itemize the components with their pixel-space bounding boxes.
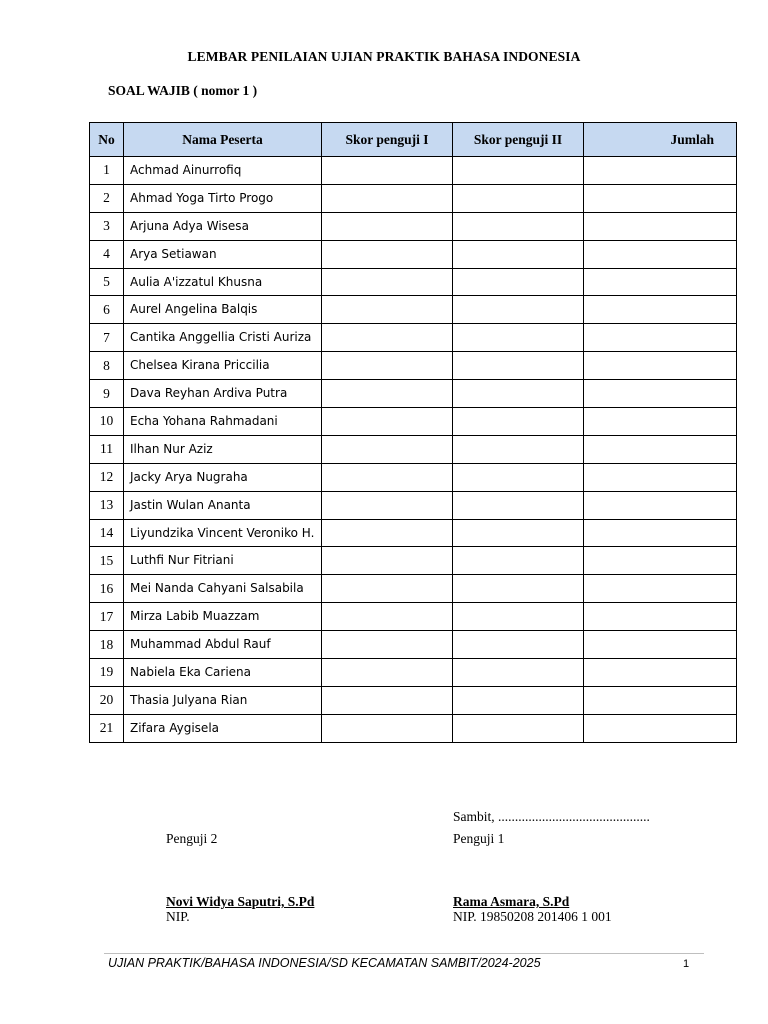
jumlah-cell[interactable] xyxy=(584,603,737,631)
skor-penguji-2-cell[interactable] xyxy=(453,212,584,240)
skor-penguji-2-cell[interactable] xyxy=(453,352,584,380)
table-row xyxy=(90,714,737,742)
penguji-1-nip: NIP. 19850208 201406 1 001 xyxy=(453,909,612,924)
participant-name: Arya Setiawan xyxy=(124,240,322,268)
header-jumlah: Jumlah xyxy=(584,123,737,157)
skor-penguji-1-cell[interactable] xyxy=(322,714,453,742)
jumlah-cell[interactable] xyxy=(584,380,737,408)
skor-penguji-2-cell[interactable] xyxy=(453,575,584,603)
skor-penguji-2-cell[interactable] xyxy=(453,463,584,491)
table-row xyxy=(90,352,737,380)
participant-name: Ilhan Nur Aziz xyxy=(124,435,322,463)
skor-penguji-2-cell[interactable] xyxy=(453,380,584,408)
table-row xyxy=(90,519,737,547)
penguji-2-label: Penguji 2 xyxy=(166,831,218,846)
skor-penguji-1-cell[interactable] xyxy=(322,268,453,296)
participant-name: Luthfi Nur Fitriani xyxy=(124,547,322,575)
table-row xyxy=(90,268,737,296)
row-number: 16 xyxy=(90,575,124,603)
table-row xyxy=(90,659,737,687)
table-row xyxy=(90,575,737,603)
table-row xyxy=(90,380,737,408)
skor-penguji-1-cell[interactable] xyxy=(322,575,453,603)
row-number: 20 xyxy=(90,686,124,714)
participant-name: Chelsea Kirana Priccilia xyxy=(124,352,322,380)
header-no: No xyxy=(90,123,124,157)
row-number: 15 xyxy=(90,547,124,575)
skor-penguji-1-cell[interactable] xyxy=(322,212,453,240)
header-row xyxy=(90,123,737,157)
jumlah-cell[interactable] xyxy=(584,631,737,659)
skor-penguji-1-cell[interactable] xyxy=(322,463,453,491)
participant-name: Muhammad Abdul Rauf xyxy=(124,631,322,659)
skor-penguji-2-cell[interactable] xyxy=(453,157,584,185)
page-number: 1 xyxy=(683,958,690,970)
participant-name: Jacky Arya Nugraha xyxy=(124,463,322,491)
row-number: 2 xyxy=(90,184,124,212)
participant-name: Achmad Ainurrofiq xyxy=(124,157,322,185)
row-number: 5 xyxy=(90,268,124,296)
header-skor-penguji-1: Skor penguji I xyxy=(322,123,453,157)
participant-name: Mirza Labib Muazzam xyxy=(124,603,322,631)
participant-name: Thasia Julyana Rian xyxy=(124,686,322,714)
header-skor-penguji-2: Skor penguji II xyxy=(453,123,584,157)
skor-penguji-1-cell[interactable] xyxy=(322,240,453,268)
table-row xyxy=(90,547,737,575)
table-row xyxy=(90,212,737,240)
skor-penguji-2-cell[interactable] xyxy=(453,184,584,212)
participant-name: Nabiela Eka Cariena xyxy=(124,659,322,687)
skor-penguji-1-cell[interactable] xyxy=(322,352,453,380)
jumlah-cell[interactable] xyxy=(584,408,737,436)
table-header xyxy=(90,123,737,157)
jumlah-cell[interactable] xyxy=(584,547,737,575)
table-row xyxy=(90,296,737,324)
table-body xyxy=(90,157,737,743)
skor-penguji-1-cell[interactable] xyxy=(322,519,453,547)
skor-penguji-2-cell[interactable] xyxy=(453,714,584,742)
jumlah-cell[interactable] xyxy=(584,491,737,519)
table-row xyxy=(90,240,737,268)
skor-penguji-2-cell[interactable] xyxy=(453,435,584,463)
jumlah-cell[interactable] xyxy=(584,435,737,463)
table-row xyxy=(90,491,737,519)
table-row xyxy=(90,435,737,463)
jumlah-cell[interactable] xyxy=(584,659,737,687)
jumlah-cell[interactable] xyxy=(584,575,737,603)
footer-text: UJIAN PRAKTIK/BAHASA INDONESIA/SD KECAMATAN SAMBIT/2024-2025 xyxy=(108,956,541,970)
skor-penguji-2-cell[interactable] xyxy=(453,659,584,687)
penguji-1-name: Rama Asmara, S.Pd xyxy=(453,894,570,909)
skor-penguji-2-cell[interactable] xyxy=(453,296,584,324)
skor-penguji-2-cell[interactable] xyxy=(453,547,584,575)
skor-penguji-1-cell[interactable] xyxy=(322,296,453,324)
penguji-1-label: Penguji 1 xyxy=(453,831,505,846)
skor-penguji-1-cell[interactable] xyxy=(322,547,453,575)
participant-name: Mei Nanda Cahyani Salsabila xyxy=(124,575,322,603)
skor-penguji-1-cell[interactable] xyxy=(322,686,453,714)
skor-penguji-2-cell[interactable] xyxy=(453,491,584,519)
document-title: LEMBAR PENILAIAN UJIAN PRAKTIK BAHASA INDONESIA xyxy=(187,49,581,64)
skor-penguji-2-cell[interactable] xyxy=(453,324,584,352)
row-number: 4 xyxy=(90,240,124,268)
row-number: 21 xyxy=(90,714,124,742)
participant-name: Cantika Anggellia Cristi Auriza xyxy=(124,324,322,352)
jumlah-cell[interactable] xyxy=(584,352,737,380)
skor-penguji-2-cell[interactable] xyxy=(453,519,584,547)
row-number: 17 xyxy=(90,603,124,631)
participant-name: Aurel Angelina Balqis xyxy=(124,296,322,324)
table-row xyxy=(90,603,737,631)
skor-penguji-2-cell[interactable] xyxy=(453,686,584,714)
footer-divider xyxy=(104,953,704,954)
jumlah-cell[interactable] xyxy=(584,463,737,491)
row-number: 11 xyxy=(90,435,124,463)
row-number: 1 xyxy=(90,157,124,185)
skor-penguji-1-cell[interactable] xyxy=(322,603,453,631)
skor-penguji-1-cell[interactable] xyxy=(322,408,453,436)
jumlah-cell[interactable] xyxy=(584,519,737,547)
place-date: Sambit, ............................................. xyxy=(453,809,650,824)
jumlah-cell[interactable] xyxy=(584,212,737,240)
skor-penguji-1-cell[interactable] xyxy=(322,435,453,463)
row-number: 10 xyxy=(90,408,124,436)
table-row xyxy=(90,157,737,185)
jumlah-cell[interactable] xyxy=(584,686,737,714)
skor-penguji-1-cell[interactable] xyxy=(322,380,453,408)
row-number: 9 xyxy=(90,380,124,408)
skor-penguji-2-cell[interactable] xyxy=(453,603,584,631)
skor-penguji-1-cell[interactable] xyxy=(322,659,453,687)
jumlah-cell[interactable] xyxy=(584,268,737,296)
skor-penguji-1-cell[interactable] xyxy=(322,184,453,212)
jumlah-cell[interactable] xyxy=(584,240,737,268)
skor-penguji-2-cell[interactable] xyxy=(453,408,584,436)
table-row xyxy=(90,324,737,352)
skor-penguji-1-cell[interactable] xyxy=(322,324,453,352)
participant-name: Liyundzika Vincent Veroniko H. xyxy=(124,519,322,547)
table-row xyxy=(90,463,737,491)
table-row xyxy=(90,184,737,212)
skor-penguji-2-cell[interactable] xyxy=(453,631,584,659)
row-number: 8 xyxy=(90,352,124,380)
skor-penguji-1-cell[interactable] xyxy=(322,631,453,659)
table-row xyxy=(90,408,737,436)
jumlah-cell[interactable] xyxy=(584,324,737,352)
jumlah-cell[interactable] xyxy=(584,714,737,742)
penguji-2-name: Novi Widya Saputri, S.Pd xyxy=(166,894,315,909)
row-number: 3 xyxy=(90,212,124,240)
participant-name: Dava Reyhan Ardiva Putra xyxy=(124,380,322,408)
row-number: 14 xyxy=(90,519,124,547)
penguji-2-nip: NIP. xyxy=(166,909,190,924)
skor-penguji-2-cell[interactable] xyxy=(453,240,584,268)
jumlah-cell[interactable] xyxy=(584,184,737,212)
header-nama-peserta: Nama Peserta xyxy=(124,123,322,157)
table-row xyxy=(90,686,737,714)
assessment-table xyxy=(89,122,737,743)
participant-name: Arjuna Adya Wisesa xyxy=(124,212,322,240)
participant-name: Ahmad Yoga Tirto Progo xyxy=(124,184,322,212)
row-number: 12 xyxy=(90,463,124,491)
participant-name: Aulia A'izzatul Khusna xyxy=(124,268,322,296)
row-number: 19 xyxy=(90,659,124,687)
skor-penguji-1-cell[interactable] xyxy=(322,491,453,519)
skor-penguji-1-cell[interactable] xyxy=(322,157,453,185)
participant-name: Echa Yohana Rahmadani xyxy=(124,408,322,436)
row-number: 13 xyxy=(90,491,124,519)
row-number: 7 xyxy=(90,324,124,352)
section-subtitle: SOAL WAJIB ( nomor 1 ) xyxy=(108,83,258,98)
row-number: 6 xyxy=(90,296,124,324)
participant-name: Jastin Wulan Ananta xyxy=(124,491,322,519)
skor-penguji-2-cell[interactable] xyxy=(453,268,584,296)
jumlah-cell[interactable] xyxy=(584,296,737,324)
jumlah-cell[interactable] xyxy=(584,157,737,185)
row-number: 18 xyxy=(90,631,124,659)
table-row xyxy=(90,631,737,659)
participant-name: Zifara Aygisela xyxy=(124,714,322,742)
